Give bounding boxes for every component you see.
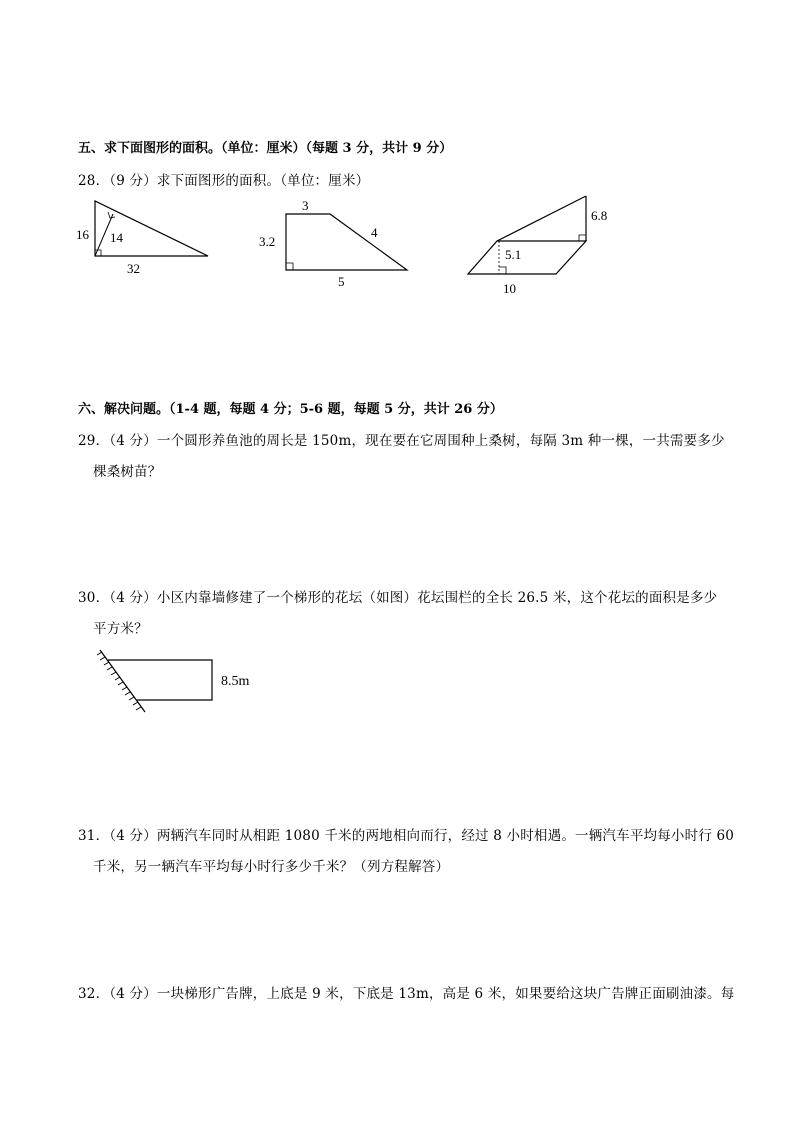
composite-height-label: 5.1 <box>505 247 522 262</box>
trapezoid-slant-label: 4 <box>371 225 378 240</box>
trapezoid-top-label: 3 <box>302 198 309 213</box>
question-30-line-1: 30．（4 分）小区内靠墙修建了一个梯形的花坛（如图）花坛围栏的全长 26.5 米，这个花坛的面积是多少 <box>78 590 718 606</box>
section-6-title: 六、解决问题。（1-4 题，每题 4 分；5-6 题，每题 5 分，共计 26 分） <box>78 402 503 417</box>
flower-bed-height-label: 8.5m <box>221 674 250 689</box>
question-31-line-2: 千米，另一辆汽车平均每小时行多少千米？（列方程解答） <box>93 859 450 875</box>
question-31-line-1: 31．（4 分）两辆汽车同时从相距 1080 千米的两地相向而行，经过 8 小时相遇。一辆汽车平均每小时行 60 <box>78 828 735 844</box>
question-28-stem: 28．（9 分）求下面图形的面积。（单位：厘米） <box>78 173 370 189</box>
triangle-base-label: 32 <box>127 261 140 276</box>
triangle-height-label: 14 <box>110 230 123 245</box>
question-30-line-2: 平方米？ <box>93 621 148 637</box>
triangle-left-side-label: 16 <box>76 227 89 242</box>
trapezoid-base-label: 5 <box>338 274 345 289</box>
composite-base-label: 10 <box>503 281 516 296</box>
question-32-line-1: 32．（4 分）一块梯形广告牌，上底是 9 米，下底是 13m，高是 6 米，如果要给这块广告牌正面刷油漆。每 <box>78 986 735 1002</box>
composite-right-height-label: 6.8 <box>591 208 608 223</box>
question-29-line-2: 棵桑树苗？ <box>93 464 162 480</box>
trapezoid-left-label: 3.2 <box>259 234 276 249</box>
section-5-title: 五、求下面图形的面积。（单位：厘米）（每题 3 分，共计 9 分） <box>78 141 453 156</box>
question-29-line-1: 29．（4 分）一个圆形养鱼池的周长是 150m，现在要在它周围种上桑树，每隔 3m 种一棵，一共需要多少 <box>78 433 725 449</box>
